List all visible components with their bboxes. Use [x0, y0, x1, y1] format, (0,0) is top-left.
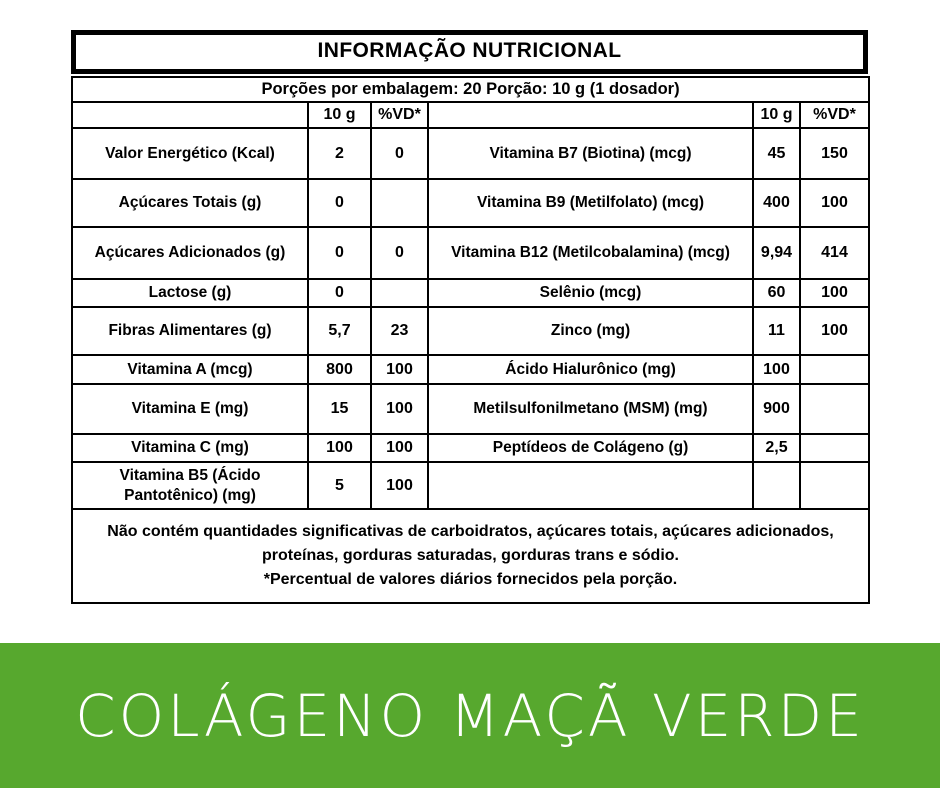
dv-header: %VD* [371, 102, 428, 128]
nutrient-name: Vitamina A (mcg) [72, 355, 308, 384]
table-row [72, 128, 869, 179]
nutrient-name: Ácido Hialurônico (mg) [428, 355, 753, 384]
amount-value: 0 [308, 227, 371, 279]
dv-value: 150 [800, 128, 869, 179]
note-row [72, 509, 869, 603]
dv-value: 100 [371, 355, 428, 384]
amount-value: 45 [753, 128, 800, 179]
nutrient-name: Vitamina B9 (Metilfolato) (mcg) [428, 179, 753, 227]
amount-value: 0 [308, 279, 371, 307]
dv-value [800, 462, 869, 509]
amount-value: 900 [753, 384, 800, 434]
dv-value [371, 279, 428, 307]
nutrient-name: Selênio (mcg) [428, 279, 753, 307]
note-footnote: *Percentual de valores diários fornecidos pela porção. [263, 571, 678, 588]
dv-value [800, 384, 869, 434]
dv-value: 100 [800, 179, 869, 227]
amount-value: 0 [308, 179, 371, 227]
nutrient-name: Peptídeos de Colágeno (g) [428, 434, 753, 462]
table-row [72, 434, 869, 462]
dv-value: 100 [371, 434, 428, 462]
amount-value [753, 462, 800, 509]
amount-value: 5 [308, 462, 371, 509]
dv-value [800, 434, 869, 462]
nutrient-name: Fibras Alimentares (g) [72, 307, 308, 355]
panel-title: INFORMAÇÃO NUTRICIONAL [71, 30, 868, 74]
amount-value: 2,5 [753, 434, 800, 462]
note-text: Não contém quantidades significativas de carboidratos, açúcares totais, açúcares adicionados, proteínas, gorduras saturadas, gorduras trans e sódio. [107, 523, 834, 564]
amount-value: 11 [753, 307, 800, 355]
dv-value: 414 [800, 227, 869, 279]
nutrient-name: Açúcares Totais (g) [72, 179, 308, 227]
product-banner [0, 643, 940, 788]
amount-value: 100 [308, 434, 371, 462]
servings-row [72, 77, 869, 102]
servings-text: Porções por embalagem: 20 Porção: 10 g (1 dosador) [72, 77, 869, 102]
dv-value: 0 [371, 128, 428, 179]
nutrient-name: Vitamina C (mg) [72, 434, 308, 462]
nutrient-name: Metilsulfonilmetano (MSM) (mg) [428, 384, 753, 434]
dv-value [800, 355, 869, 384]
amount-header: 10 g [753, 102, 800, 128]
table-row [72, 227, 869, 279]
nutrient-name: Valor Energético (Kcal) [72, 128, 308, 179]
dv-value [371, 179, 428, 227]
amount-value: 100 [753, 355, 800, 384]
table-row [72, 384, 869, 434]
note-cell [72, 509, 869, 603]
amount-value: 9,94 [753, 227, 800, 279]
table-row [72, 279, 869, 307]
dv-value: 100 [371, 462, 428, 509]
nutrient-name: Vitamina B7 (Biotina) (mcg) [428, 128, 753, 179]
table-row [72, 307, 869, 355]
column-header-row [72, 102, 869, 128]
nutrition-table [71, 76, 870, 604]
nutrient-name: Lactose (g) [72, 279, 308, 307]
amount-value: 60 [753, 279, 800, 307]
amount-header: 10 g [308, 102, 371, 128]
amount-value: 400 [753, 179, 800, 227]
product-name: COLÁGENO MAÇÃ VERDE [75, 681, 865, 750]
nutrient-name: Vitamina B12 (Metilcobalamina) (mcg) [428, 227, 753, 279]
dv-value: 100 [800, 279, 869, 307]
amount-value: 800 [308, 355, 371, 384]
dv-header: %VD* [800, 102, 869, 128]
table-row [72, 179, 869, 227]
amount-value: 15 [308, 384, 371, 434]
nutrient-name: Açúcares Adicionados (g) [72, 227, 308, 279]
nutrition-facts-panel [71, 30, 868, 604]
nutrient-name [428, 462, 753, 509]
dv-value: 100 [800, 307, 869, 355]
dv-value: 0 [371, 227, 428, 279]
nutrient-name: Vitamina E (mg) [72, 384, 308, 434]
header-spacer [72, 102, 308, 128]
nutrient-name: Vitamina B5 (Ácido Pantotênico) (mg) [72, 462, 308, 509]
nutrient-name: Zinco (mg) [428, 307, 753, 355]
header-spacer [428, 102, 753, 128]
amount-value: 2 [308, 128, 371, 179]
table-row [72, 462, 869, 509]
dv-value: 100 [371, 384, 428, 434]
dv-value: 23 [371, 307, 428, 355]
amount-value: 5,7 [308, 307, 371, 355]
table-row [72, 355, 869, 384]
